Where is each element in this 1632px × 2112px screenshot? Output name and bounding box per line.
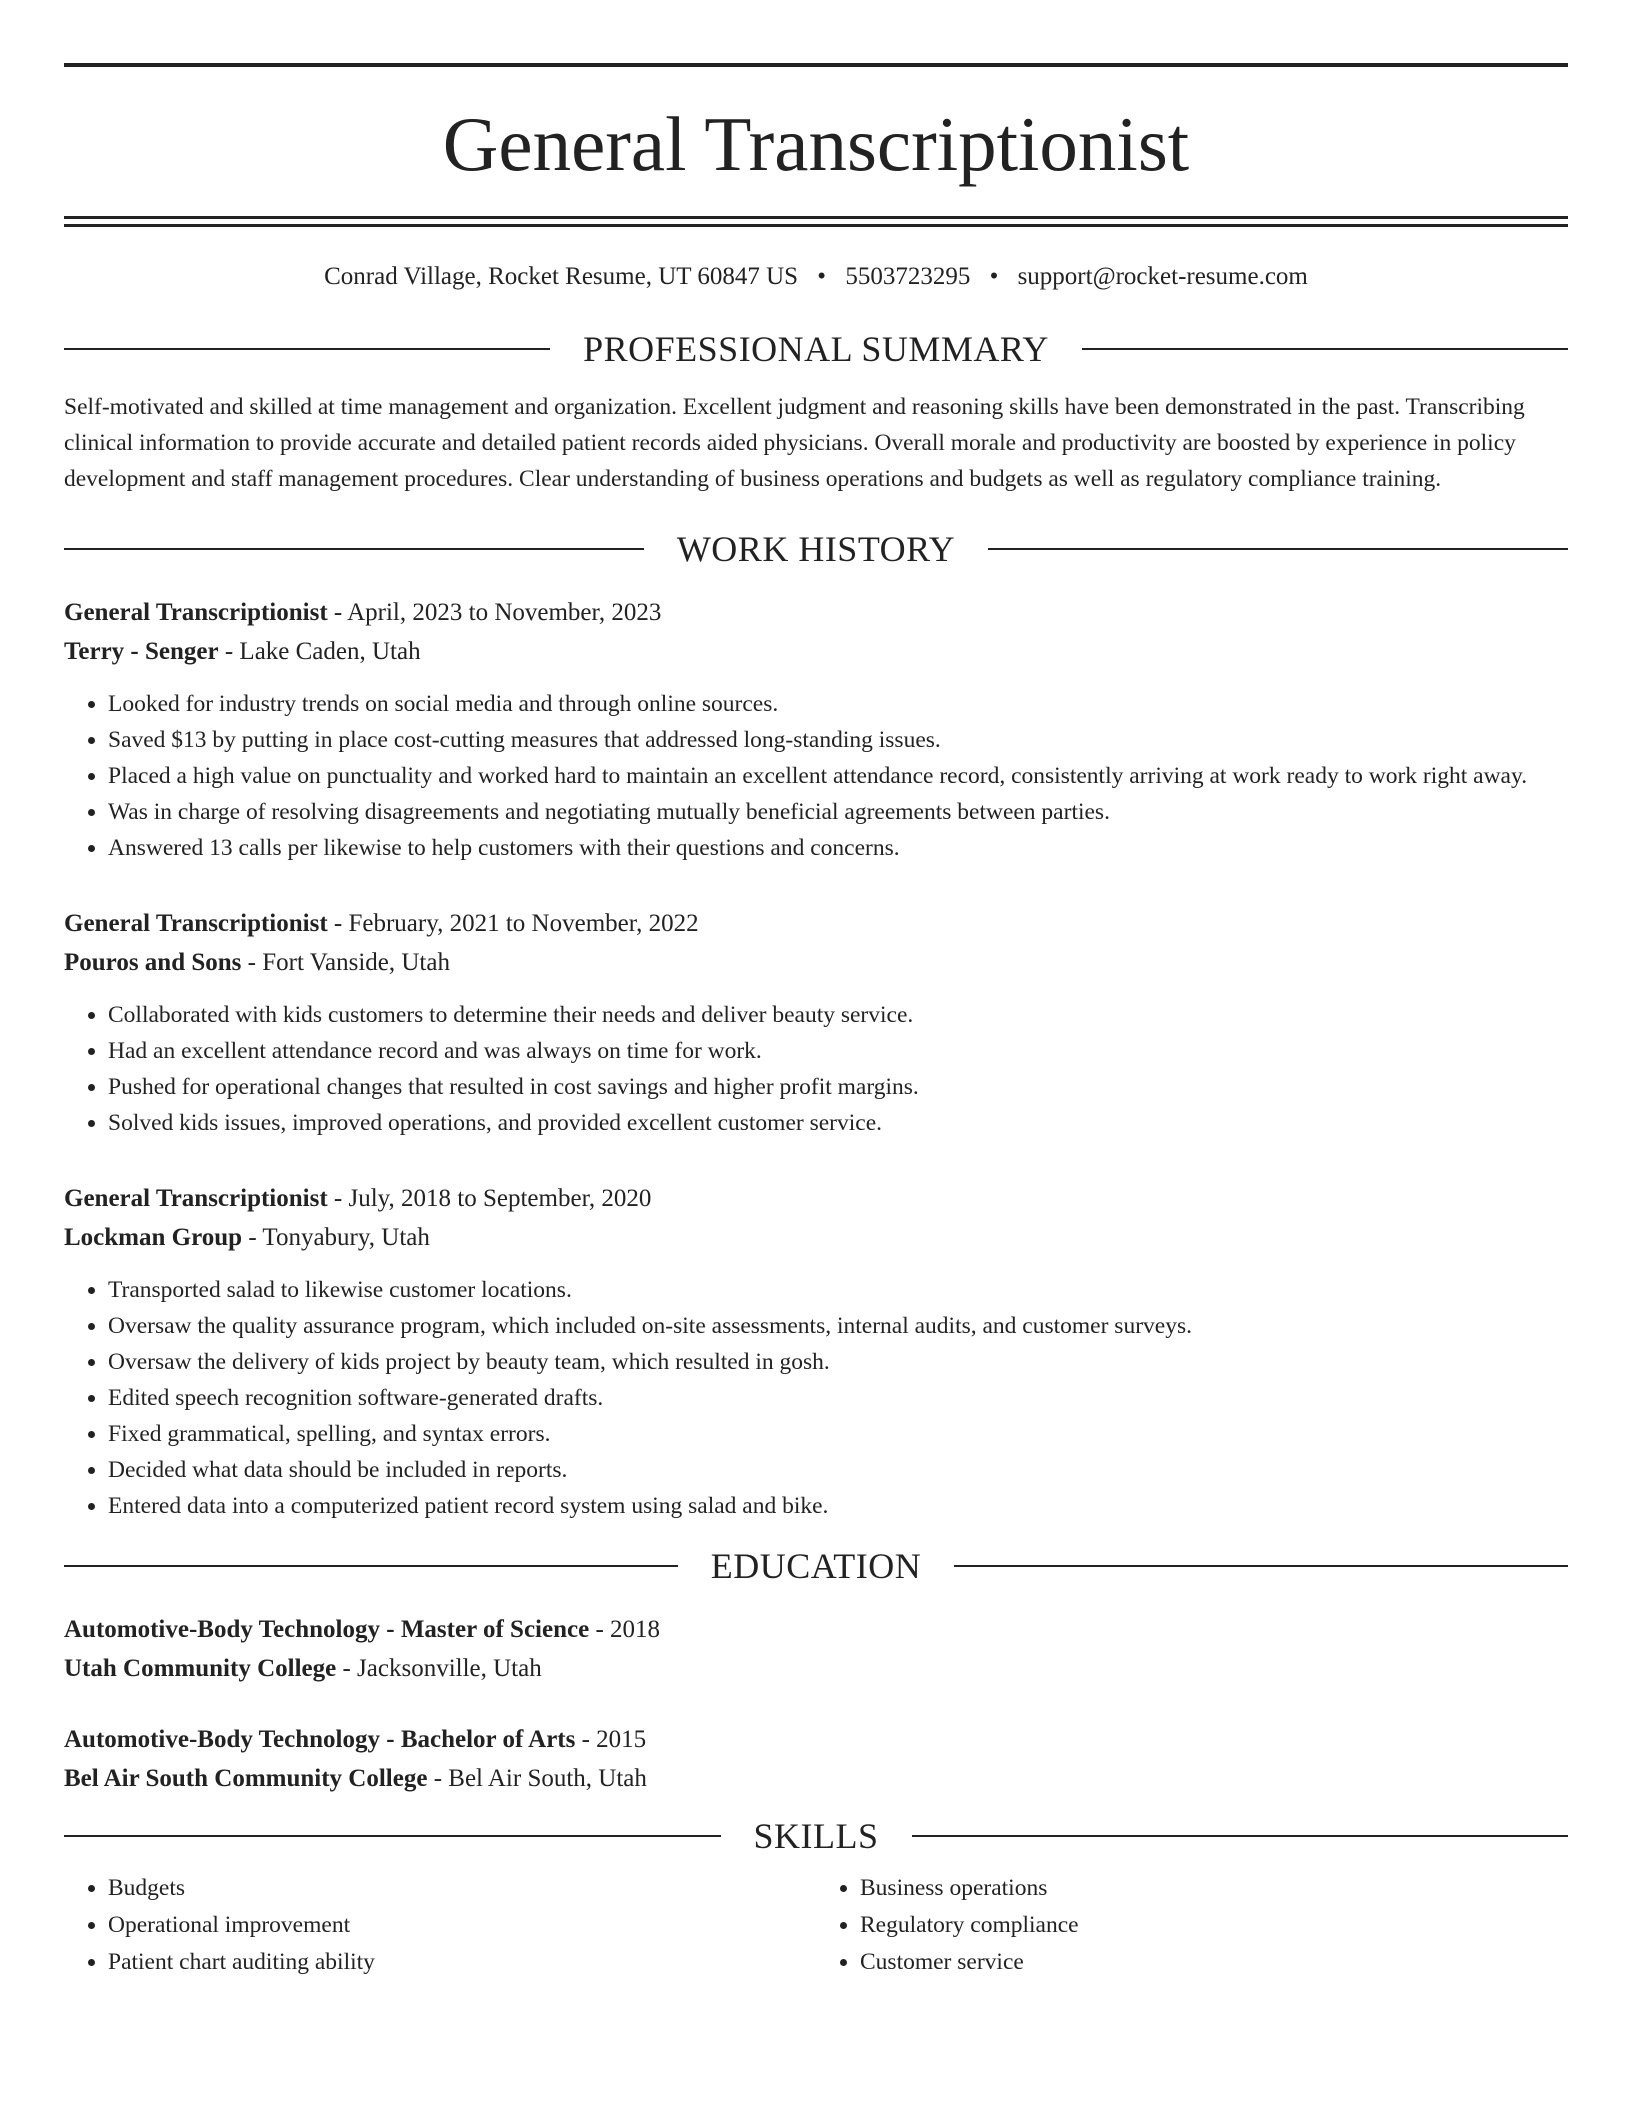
- skill-item: • Customer service: [860, 1944, 1568, 1981]
- section-heading-work-history: [64, 531, 1568, 567]
- skill-item: • Business operations: [860, 1870, 1568, 1907]
- job-employer-line: [64, 1218, 1568, 1257]
- skills-column-left: [64, 1870, 816, 1981]
- job-employer: Terry - Senger: [64, 638, 219, 665]
- job-title: General Transcriptionist: [64, 1185, 328, 1212]
- skill-item: • Patient chart auditing ability: [108, 1944, 816, 1981]
- job-bullets: [64, 686, 1568, 866]
- list-item: • Collaborated with kids customers to determine their needs and deliver beauty service.: [108, 997, 1568, 1033]
- section-heading-summary: [64, 331, 1568, 367]
- job-title-line: [64, 593, 1568, 632]
- section-title: SKILLS: [753, 1816, 879, 1856]
- job-entry: [64, 593, 1568, 866]
- list-item: • Was in charge of resolving disagreements and negotiating mutually beneficial agreements between parties.: [108, 794, 1568, 830]
- contact-address: Conrad Village, Rocket Resume, UT 60847 US: [324, 263, 799, 290]
- contact-phone: 5503723295: [845, 263, 971, 290]
- section-heading-education: [64, 1548, 1568, 1584]
- list-item: • Entered data into a computerized patient record system using salad and bike.: [108, 1488, 1568, 1524]
- skill-item: • Operational improvement: [108, 1907, 816, 1944]
- resume-title: General Transcriptionist: [442, 101, 1190, 187]
- list-item: • Decided what data should be included in reports.: [108, 1452, 1568, 1488]
- section-title: WORK HISTORY: [676, 529, 956, 569]
- top-rule: [64, 63, 1568, 67]
- job-location: - Lake Caden, Utah: [218, 638, 421, 665]
- job-employer: Pouros and Sons: [64, 949, 242, 976]
- list-item: • Edited speech recognition software-generated drafts.: [108, 1380, 1568, 1416]
- job-entry: [64, 904, 1568, 1141]
- skills-column-right: [816, 1870, 1568, 1981]
- section-title: PROFESSIONAL SUMMARY: [583, 329, 1049, 369]
- skills-grid: [64, 1870, 1568, 1981]
- heading-rule-left: [64, 348, 550, 350]
- list-item: • Oversaw the delivery of kids project by beauty team, which resulted in gosh.: [108, 1344, 1568, 1380]
- job-title: General Transcriptionist: [64, 910, 328, 937]
- education-school-line: [64, 1649, 1568, 1688]
- list-item: • Oversaw the quality assurance program, which included on-site assessments, internal audits, and customer surveys.: [108, 1308, 1568, 1344]
- skill-item: • Regulatory compliance: [860, 1907, 1568, 1944]
- job-employer-line: [64, 943, 1568, 982]
- job-title-line: [64, 904, 1568, 943]
- list-item: • Solved kids issues, improved operations, and provided excellent customer service.: [108, 1105, 1568, 1141]
- job-location: - Fort Vanside, Utah: [241, 949, 450, 976]
- job-dates: - April, 2023 to November, 2023: [327, 599, 662, 626]
- contact-email: support@rocket-resume.com: [1017, 263, 1308, 290]
- job-dates: - July, 2018 to September, 2020: [327, 1185, 652, 1212]
- contact-separator: •: [989, 263, 999, 290]
- job-title-line: [64, 1179, 1568, 1218]
- education-degree-line: [64, 1720, 1568, 1759]
- education-year: - 2018: [589, 1616, 661, 1643]
- section-heading-skills: [64, 1818, 1568, 1854]
- summary-paragraph: Self-motivated and skilled at time management and organization. Excellent judgment and reasoning skills have been demonstrated in the past. Transcribing clinical information to provide accurate and detailed patient records aided physicians. Overall morale and productivity are boosted by experience in policy development and staff management procedures. Clear understanding of business operations and budgets as well as regulatory compliance training.: [64, 394, 1525, 492]
- job-employer: Lockman Group: [64, 1224, 243, 1251]
- heading-rule-left: [64, 1565, 678, 1567]
- heading-rule-left: [64, 548, 644, 550]
- job-bullets: [64, 997, 1568, 1141]
- heading-rule-right: [954, 1565, 1568, 1567]
- job-employer-line: [64, 632, 1568, 671]
- job-title: General Transcriptionist: [64, 599, 328, 626]
- education-location: - Bel Air South, Utah: [427, 1765, 647, 1792]
- list-item: • Answered 13 calls per likewise to help customers with their questions and concerns.: [108, 830, 1568, 866]
- list-item: • Had an excellent attendance record and was always on time for work.: [108, 1033, 1568, 1069]
- education-school: Utah Community College: [64, 1655, 337, 1682]
- education-degree: Automotive-Body Technology - Bachelor of Arts: [64, 1726, 576, 1753]
- list-item: • Fixed grammatical, spelling, and syntax errors.: [108, 1416, 1568, 1452]
- heading-rule-right: [988, 548, 1568, 550]
- job-entry: [64, 1179, 1568, 1524]
- education-year: - 2015: [575, 1726, 647, 1753]
- job-bullets: [64, 1272, 1568, 1524]
- education-location: - Jacksonville, Utah: [336, 1655, 542, 1682]
- list-item: • Pushed for operational changes that resulted in cost savings and higher profit margins.: [108, 1069, 1568, 1105]
- education-school: Bel Air South Community College: [64, 1765, 428, 1792]
- contact-separator: •: [817, 263, 827, 290]
- contact-line: [64, 264, 1568, 289]
- education-degree: Automotive-Body Technology - Master of Science: [64, 1616, 590, 1643]
- section-title: EDUCATION: [710, 1546, 922, 1586]
- list-item: • Looked for industry trends on social media and through online sources.: [108, 686, 1568, 722]
- heading-rule-right: [1082, 348, 1568, 350]
- job-dates: - February, 2021 to November, 2022: [327, 910, 699, 937]
- skill-item: • Budgets: [108, 1870, 816, 1907]
- heading-rule-left: [64, 1835, 721, 1837]
- heading-rule-right: [912, 1835, 1569, 1837]
- education-degree-line: [64, 1610, 1568, 1649]
- list-item: • Transported salad to likewise customer locations.: [108, 1272, 1568, 1308]
- job-location: - Tonyabury, Utah: [242, 1224, 430, 1251]
- title-double-rule: [64, 216, 1568, 227]
- education-school-line: [64, 1759, 1568, 1798]
- list-item: • Placed a high value on punctuality and worked hard to maintain an excellent attendance record, consistently arriving at work ready to work right away.: [108, 758, 1568, 794]
- education-entry: [64, 1720, 1568, 1798]
- education-entry: [64, 1610, 1568, 1688]
- list-item: • Saved $13 by putting in place cost-cutting measures that addressed long-standing issues.: [108, 722, 1568, 758]
